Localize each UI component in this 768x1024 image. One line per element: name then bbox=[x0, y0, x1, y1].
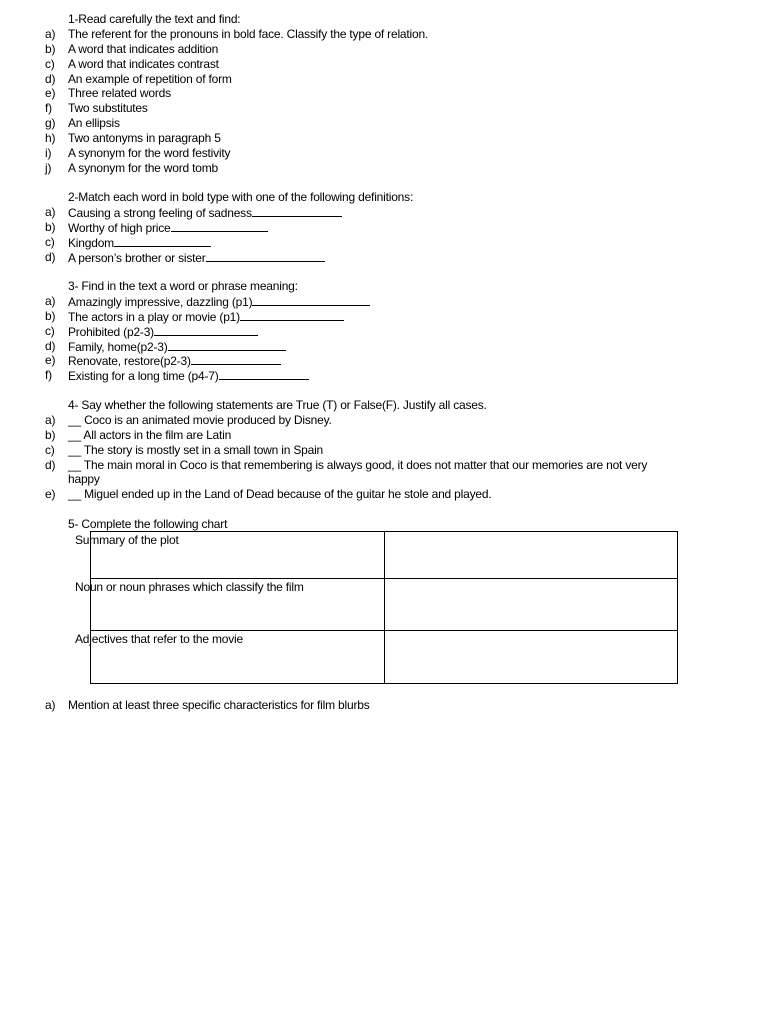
list-item bbox=[0, 161, 768, 176]
section-5 bbox=[0, 517, 768, 532]
item-marker: d) bbox=[45, 338, 56, 353]
chart-label-cell bbox=[75, 579, 385, 631]
item-marker: i) bbox=[45, 146, 52, 161]
item-marker: b) bbox=[45, 308, 56, 323]
list-item bbox=[0, 443, 768, 458]
answer-blank[interactable] bbox=[171, 220, 268, 232]
item-text: __ The main moral in Coco is that remembering is always good, it does not matter that our memories are not very happy bbox=[68, 457, 648, 487]
list-item bbox=[0, 294, 768, 309]
chart-row bbox=[91, 631, 678, 684]
item-text: A word that indicates contrast bbox=[68, 56, 219, 71]
section-2 bbox=[0, 190, 768, 264]
summary-chart bbox=[75, 531, 678, 684]
item-marker: a) bbox=[45, 412, 56, 427]
chart-row-label: Adjectives that refer to the movie bbox=[75, 632, 243, 646]
item-marker: f) bbox=[45, 101, 52, 116]
item-marker: c) bbox=[45, 323, 55, 338]
answer-blank[interactable] bbox=[252, 205, 342, 217]
item-text: Prohibited (p2-3) bbox=[68, 324, 154, 339]
list-item bbox=[0, 487, 768, 502]
item-marker: c) bbox=[45, 234, 55, 249]
item-marker: a) bbox=[45, 293, 56, 308]
item-text: Three related words bbox=[68, 86, 171, 101]
item-marker: a) bbox=[45, 698, 56, 712]
list-item bbox=[0, 368, 768, 383]
list-item bbox=[0, 42, 768, 57]
item-text: Worthy of high price bbox=[68, 220, 171, 235]
section-2-heading: 2-Match each word in bold type with one of the following definitions: bbox=[68, 190, 414, 204]
section-1-heading: 1-Read carefully the text and find: bbox=[68, 12, 241, 26]
item-marker: d) bbox=[45, 249, 56, 264]
answer-blank[interactable] bbox=[154, 324, 258, 336]
item-text: Causing a strong feeling of sadness bbox=[68, 205, 252, 220]
item-marker: e) bbox=[45, 86, 56, 101]
item-text: An example of repetition of form bbox=[68, 71, 232, 86]
item-text: The referent for the pronouns in bold face. Classify the type of relation. bbox=[68, 26, 429, 41]
chart-answer-cell[interactable] bbox=[385, 631, 678, 684]
item-text: Mention at least three specific characteristics for film blurbs bbox=[68, 698, 370, 712]
chart-answer-cell[interactable] bbox=[385, 532, 678, 579]
item-marker: b) bbox=[45, 219, 56, 234]
list-item bbox=[0, 57, 768, 72]
item-text: Kingdom bbox=[68, 235, 114, 250]
list-item bbox=[0, 131, 768, 146]
list-item bbox=[0, 220, 768, 235]
list-item bbox=[0, 353, 768, 368]
item-text: A person’s brother or sister bbox=[68, 250, 206, 265]
list-item bbox=[0, 101, 768, 116]
list-item bbox=[0, 235, 768, 250]
answer-blank[interactable] bbox=[114, 235, 211, 247]
item-marker: j) bbox=[45, 160, 52, 175]
chart-row-label: Summary of the plot bbox=[75, 533, 179, 547]
section-4 bbox=[0, 398, 768, 502]
chart-label-cell bbox=[75, 532, 385, 579]
list-item bbox=[0, 698, 768, 713]
item-text: Existing for a long time (p4-7) bbox=[68, 369, 219, 384]
list-item bbox=[0, 250, 768, 265]
section-1 bbox=[0, 12, 768, 176]
answer-blank[interactable] bbox=[252, 294, 370, 306]
item-text: Renovate, restore(p2-3) bbox=[68, 354, 191, 369]
item-marker: b) bbox=[45, 427, 56, 442]
item-marker: g) bbox=[45, 116, 56, 131]
chart-row bbox=[91, 532, 678, 579]
list-item bbox=[0, 27, 768, 42]
chart-label-cell bbox=[75, 631, 385, 684]
answer-blank[interactable] bbox=[240, 309, 344, 321]
list-item bbox=[0, 428, 768, 443]
list-item bbox=[0, 116, 768, 131]
item-text: Two antonyms in paragraph 5 bbox=[68, 131, 221, 146]
item-text: __ Miguel ended up in the Land of Dead because of the guitar he stole and played. bbox=[68, 487, 492, 502]
list-item bbox=[0, 86, 768, 101]
item-text: __ Coco is an animated movie produced by Disney. bbox=[68, 412, 332, 427]
list-item bbox=[0, 458, 768, 488]
item-marker: f) bbox=[45, 368, 52, 383]
section-5-heading: 5- Complete the following chart bbox=[68, 517, 228, 531]
list-item bbox=[0, 324, 768, 339]
section-4-heading: 4- Say whether the following statements are True (T) or False(F). Justify all cases. bbox=[68, 398, 487, 412]
item-text: The actors in a play or movie (p1) bbox=[68, 309, 240, 324]
answer-blank[interactable] bbox=[206, 250, 325, 262]
item-marker: c) bbox=[45, 442, 55, 457]
item-text: Two substitutes bbox=[68, 101, 148, 116]
list-item bbox=[0, 205, 768, 220]
answer-blank[interactable] bbox=[191, 353, 281, 365]
item-marker: a) bbox=[45, 204, 56, 219]
section-3-heading: 3- Find in the text a word or phrase meaning: bbox=[68, 279, 298, 293]
chart-row bbox=[91, 579, 678, 631]
answer-blank[interactable] bbox=[219, 368, 309, 380]
section-3 bbox=[0, 279, 768, 383]
item-marker: b) bbox=[45, 41, 56, 56]
list-item bbox=[0, 339, 768, 354]
list-item bbox=[0, 413, 768, 428]
chart-row-label: Noun or noun phrases which classify the film bbox=[75, 580, 304, 594]
item-text: A word that indicates addition bbox=[68, 41, 219, 56]
item-marker: c) bbox=[45, 56, 55, 71]
item-text: __ All actors in the film are Latin bbox=[68, 427, 232, 442]
item-marker: d) bbox=[45, 457, 56, 472]
item-marker: h) bbox=[45, 131, 56, 146]
item-text: Family, home(p2-3) bbox=[68, 339, 168, 354]
list-item bbox=[0, 72, 768, 87]
item-marker: a) bbox=[45, 26, 56, 41]
list-item bbox=[0, 309, 768, 324]
chart-answer-cell[interactable] bbox=[385, 579, 678, 631]
item-text: __ The story is mostly set in a small town in Spain bbox=[68, 442, 324, 457]
answer-blank[interactable] bbox=[168, 339, 286, 351]
item-text: Amazingly impressive, dazzling (p1) bbox=[68, 294, 253, 309]
final-question bbox=[0, 698, 768, 713]
item-marker: e) bbox=[45, 487, 56, 502]
item-marker: d) bbox=[45, 71, 56, 86]
item-text: A synonym for the word tomb bbox=[68, 160, 219, 175]
list-item bbox=[0, 146, 768, 161]
item-marker: e) bbox=[45, 353, 56, 368]
item-text: An ellipsis bbox=[68, 116, 120, 131]
item-text: A synonym for the word festivity bbox=[68, 146, 231, 161]
